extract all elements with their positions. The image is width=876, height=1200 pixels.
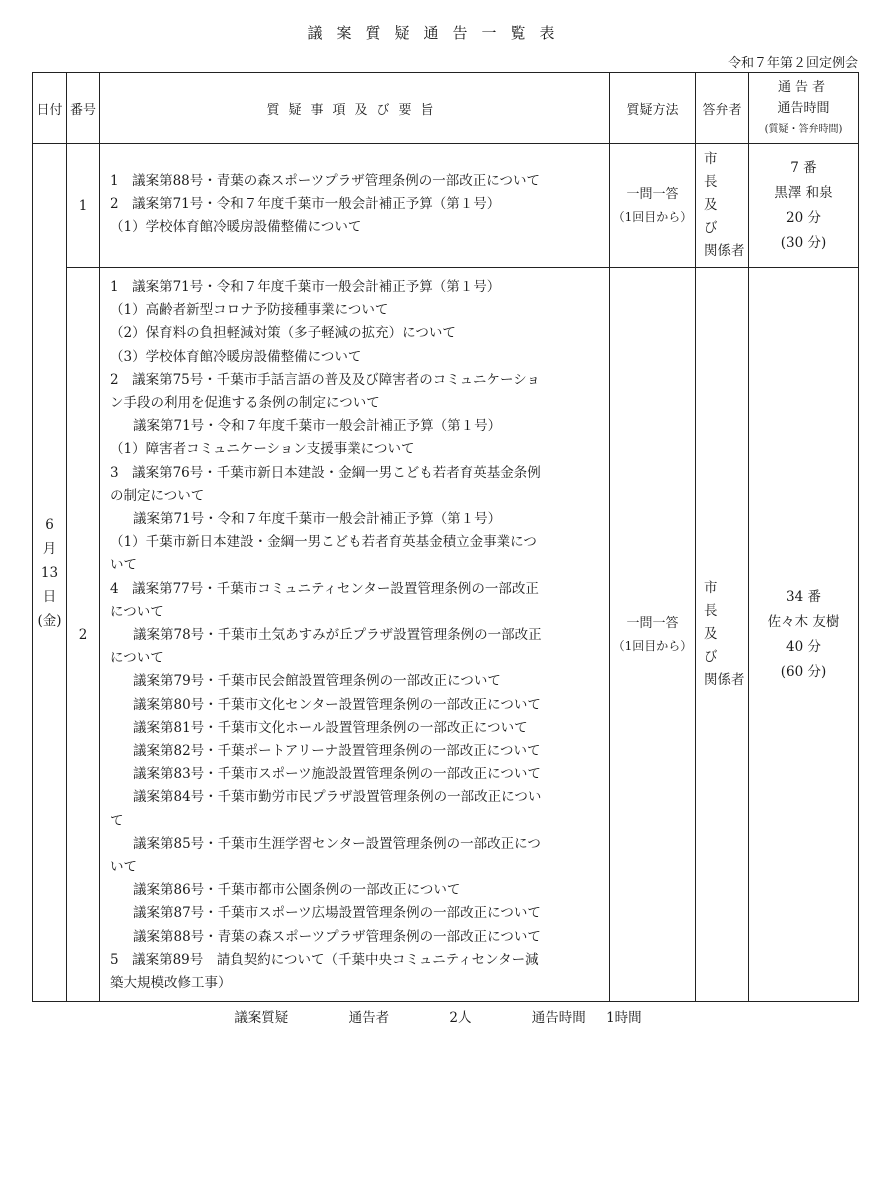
respondent-line2: 及び bbox=[704, 626, 732, 666]
header-number: 番号 bbox=[67, 73, 100, 144]
question-item-line: 議案第81号・千葉市文化ホール設置管理条例の一部改正について bbox=[133, 719, 528, 736]
header-date: 日付 bbox=[33, 73, 67, 144]
summary-footer bbox=[0, 1006, 876, 1026]
row-number: 1 bbox=[67, 144, 100, 268]
caller-number: 34 番 bbox=[786, 588, 821, 605]
question-item-line: 議案第78号・千葉市土気あすみが丘プラザ設置管理条例の一部改正 bbox=[133, 627, 542, 644]
question-item-line: （1）千葉市新日本建設・金綱一男こども若者育英基金積立金事業につ bbox=[110, 534, 537, 551]
question-item-line: （1）障害者コミュニケーション支援事業について bbox=[110, 441, 415, 458]
question-item-line: 3 議案第76号・千葉市新日本建設・金綱一男こども若者育英基金条例 bbox=[110, 464, 541, 481]
question-item-line: （3）学校体育館冷暖房設備整備について bbox=[110, 348, 362, 365]
method-label: 一問一答 bbox=[626, 186, 679, 202]
notice-time: 40 分 bbox=[786, 638, 821, 655]
header-method: 質疑方法 bbox=[610, 73, 696, 144]
question-items bbox=[100, 144, 610, 268]
caller-info bbox=[749, 144, 859, 268]
question-item-line: 築大規模改修工事） bbox=[110, 975, 232, 992]
date-month-label: 月 bbox=[42, 540, 57, 557]
respondent-line1: 市長 bbox=[704, 580, 732, 620]
table-row bbox=[33, 144, 859, 268]
header-caller-line1: 通告者 bbox=[777, 79, 829, 95]
questions-table bbox=[32, 72, 859, 1002]
question-item-line: の制定について bbox=[110, 487, 205, 504]
question-item-line: 議案第80号・千葉市文化センター設置管理条例の一部改正について bbox=[133, 696, 541, 713]
respondent-line1: 市長 bbox=[704, 151, 732, 190]
notice-time: 20 分 bbox=[786, 209, 821, 226]
question-item-line: いて bbox=[110, 859, 137, 876]
question-item-line: 1 議案第88号・青葉の森スポーツプラザ管理条例の一部改正について bbox=[110, 172, 540, 189]
question-item-line: て bbox=[110, 812, 124, 829]
date-month-number: 6 bbox=[45, 516, 54, 533]
method-note: （1回目から） bbox=[612, 209, 693, 224]
question-item-line: 2 議案第75号・千葉市手話言語の普及及び障害者のコミュニケーショ bbox=[110, 371, 540, 388]
session-label: 令和７年第２回定例会 bbox=[727, 56, 858, 71]
respondent bbox=[696, 268, 749, 1002]
question-item-line: いて bbox=[110, 557, 137, 574]
caller-info bbox=[749, 268, 859, 1002]
footer-label: 議案質疑 bbox=[234, 1010, 289, 1026]
header-items: 質疑事項及び要旨 bbox=[100, 73, 610, 144]
question-item-line: 1 議案第71号・令和７年度千葉市一般会計補正予算（第１号） bbox=[110, 279, 501, 295]
caller-name: 黒澤 和泉 bbox=[774, 184, 833, 201]
header-caller-line2: 通告時間 bbox=[777, 100, 830, 116]
question-item-line: 2 議案第71号・令和７年度千葉市一般会計補正予算（第１号） bbox=[110, 195, 501, 212]
question-items bbox=[100, 268, 610, 1002]
total-time: (30 分) bbox=[780, 234, 827, 251]
respondent-line3: 関係者 bbox=[704, 672, 745, 689]
question-item-line: について bbox=[110, 603, 164, 620]
date-cell bbox=[33, 144, 67, 1002]
question-item-line: （1）学校体育館冷暖房設備整備について bbox=[110, 219, 362, 236]
date-day-number: 13 bbox=[40, 564, 59, 581]
question-item-line: 議案第86号・千葉市都市公園条例の一部改正について bbox=[133, 882, 461, 899]
method-label: 一問一答 bbox=[626, 615, 679, 631]
question-item-line: について bbox=[110, 650, 164, 667]
date-weekday: (金) bbox=[37, 612, 62, 629]
caller-name: 佐々木 友樹 bbox=[767, 613, 840, 630]
question-item-line: 議案第83号・千葉市スポーツ施設設置管理条例の一部改正について bbox=[133, 766, 541, 783]
table-row bbox=[33, 268, 859, 1002]
question-item-line: 議案第71号・令和７年度千葉市一般会計補正予算（第１号） bbox=[133, 418, 502, 435]
question-item-line: 4 議案第77号・千葉市コミュニティセンター設置管理条例の一部改正 bbox=[110, 580, 539, 597]
total-time: (60 分) bbox=[780, 663, 827, 680]
question-item-line: （2）保育料の負担軽減対策（多子軽減の拡充）について bbox=[110, 325, 456, 342]
question-method bbox=[610, 144, 696, 268]
header-caller-line3: (質疑・答弁時間) bbox=[764, 123, 843, 135]
header-respondent: 答弁者 bbox=[696, 73, 749, 144]
table-header-row bbox=[33, 73, 859, 144]
footer-callers-count: 2人 bbox=[449, 1010, 472, 1026]
footer-time-label: 通告時間 bbox=[531, 1010, 586, 1026]
question-item-line: 議案第87号・千葉市スポーツ広場設置管理条例の一部改正について bbox=[133, 905, 541, 922]
question-method bbox=[610, 268, 696, 1002]
question-item-line: 議案第84号・千葉市勤労市民プラザ設置管理条例の一部改正につい bbox=[133, 789, 542, 806]
row-number: 2 bbox=[67, 268, 100, 1002]
question-item-line: 議案第88号・青葉の森スポーツプラザ管理条例の一部改正について bbox=[133, 928, 541, 945]
question-item-line: 議案第71号・令和７年度千葉市一般会計補正予算（第１号） bbox=[133, 511, 502, 528]
question-item-line: 議案第79号・千葉市民会館設置管理条例の一部改正について bbox=[133, 673, 501, 690]
document-title: 議案質疑通告一覧表 bbox=[307, 24, 569, 42]
question-item-line: 5 議案第89号 請負契約について（千葉中央コミュニティセンター減 bbox=[110, 951, 539, 968]
method-note: （1回目から） bbox=[612, 638, 693, 653]
footer-callers-label: 通告者 bbox=[348, 1010, 390, 1026]
respondent-line3: 関係者 bbox=[704, 243, 745, 259]
question-item-line: 議案第85号・千葉市生涯学習センター設置管理条例の一部改正につ bbox=[133, 835, 541, 852]
question-item-line: （1）高齢者新型コロナ予防接種事業について bbox=[110, 302, 389, 319]
question-item-line: ン手段の利用を促進する条例の制定について bbox=[110, 395, 380, 412]
header-caller bbox=[749, 73, 859, 144]
respondent bbox=[696, 144, 749, 268]
footer-time-value: 1時間 bbox=[606, 1010, 642, 1026]
caller-number: 7 番 bbox=[790, 159, 817, 176]
date-day-label: 日 bbox=[42, 588, 57, 605]
respondent-line2: 及び bbox=[704, 197, 732, 236]
question-item-line: 議案第82号・千葉ポートアリーナ設置管理条例の一部改正について bbox=[133, 743, 541, 760]
